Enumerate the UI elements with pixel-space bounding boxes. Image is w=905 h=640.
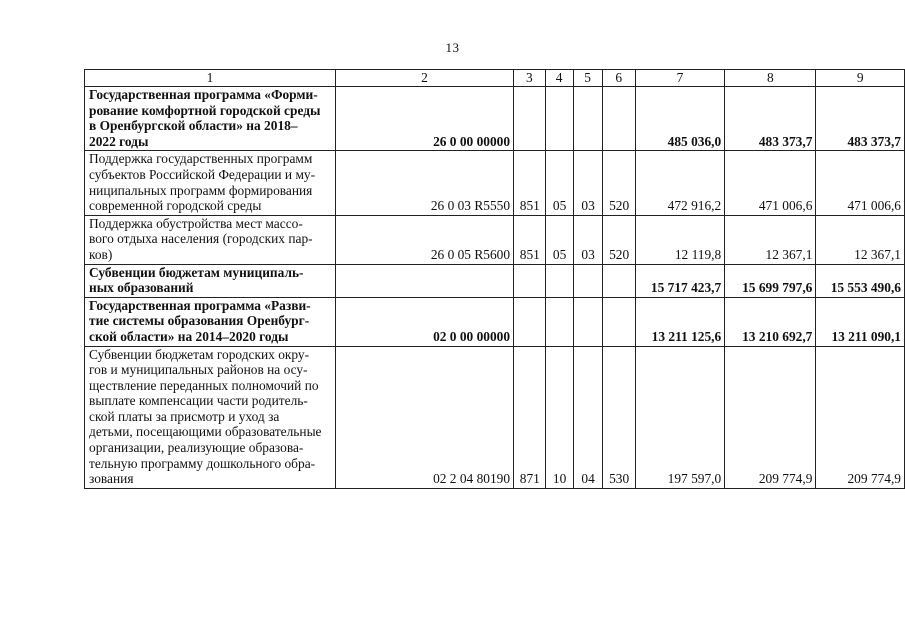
row-name-line: зования xyxy=(89,471,134,487)
row-name-line: ществление переданных полномочий по xyxy=(89,377,319,393)
ministry-code-cell: 851 xyxy=(514,215,546,264)
amount-2020-cell: 12 367,1 xyxy=(816,215,905,264)
code-cell: 26 0 05 R5600 xyxy=(335,215,513,264)
ministry-code-cell xyxy=(514,87,546,151)
amount-2020-cell: 13 211 090,1 xyxy=(816,297,905,346)
ministry-code-cell: 871 xyxy=(514,346,546,488)
row-name-line: Субвенции бюджетам городских окру- xyxy=(89,346,310,362)
row-name-line: Субвенции бюджетам муниципаль- xyxy=(89,264,304,280)
row-name-line: вого отдыха населения (городских пар- xyxy=(89,231,313,247)
expense-type-cell: 520 xyxy=(602,151,635,215)
amount-2020-cell: 209 774,9 xyxy=(816,346,905,488)
row-name-line: тельную программу дошкольного обра- xyxy=(89,455,316,471)
section-code-cell: 05 xyxy=(545,215,573,264)
code-cell: 02 0 00 00000 xyxy=(335,297,513,346)
expense-type-cell: 530 xyxy=(602,346,635,488)
amount-2018-cell: 485 036,0 xyxy=(635,87,724,151)
ministry-code-cell xyxy=(514,297,546,346)
amount-2019-cell: 15 699 797,6 xyxy=(725,264,816,297)
row-name-line: организации, реализующие образова- xyxy=(89,440,304,456)
column-header: 3 xyxy=(514,70,546,87)
column-header: 7 xyxy=(635,70,724,87)
row-name-line: 2022 годы xyxy=(89,133,149,149)
subsection-code-cell: 03 xyxy=(573,215,602,264)
row-name-line: ской платы за присмотр и уход за xyxy=(89,408,280,424)
table-row xyxy=(85,87,905,151)
amount-2018-cell: 13 211 125,6 xyxy=(635,297,724,346)
section-code-cell: 10 xyxy=(545,346,573,488)
ministry-code-cell xyxy=(514,264,546,297)
row-name-line: гов и муниципальных районов на осу- xyxy=(89,362,308,378)
row-name-line: рование комфортной городской среды xyxy=(89,102,321,118)
row-name-line: ской области» на 2014–2020 годы xyxy=(89,328,289,344)
column-header: 4 xyxy=(545,70,573,87)
row-name-line: Государственная программа «Форми- xyxy=(89,87,318,102)
page-number: 13 xyxy=(445,40,460,55)
amount-2019-cell: 12 367,1 xyxy=(725,215,816,264)
amount-2019-cell: 483 373,7 xyxy=(725,87,816,151)
expense-type-cell xyxy=(602,297,635,346)
subsection-code-cell: 04 xyxy=(573,346,602,488)
row-name-cell xyxy=(85,151,336,215)
subsection-code-cell: 03 xyxy=(573,151,602,215)
section-code-cell xyxy=(545,264,573,297)
expense-type-cell xyxy=(602,87,635,151)
subsection-code-cell xyxy=(573,297,602,346)
row-name-cell xyxy=(85,87,336,151)
amount-2020-cell: 471 006,6 xyxy=(816,151,905,215)
amount-2019-cell: 209 774,9 xyxy=(725,346,816,488)
section-code-cell xyxy=(545,297,573,346)
column-header: 6 xyxy=(602,70,635,87)
row-name-line: Поддержка государственных программ xyxy=(89,151,313,167)
table-row xyxy=(85,151,905,215)
row-name-line: выплате компенсации части родитель- xyxy=(89,393,308,409)
row-name-line: тие системы образования Оренбург- xyxy=(89,313,310,329)
row-name-cell xyxy=(85,215,336,264)
amount-2018-cell: 472 916,2 xyxy=(635,151,724,215)
row-name-line: ков) xyxy=(89,246,113,262)
row-name-line: Поддержка обустройства мест массо- xyxy=(89,215,303,231)
subsection-code-cell xyxy=(573,264,602,297)
expense-type-cell: 520 xyxy=(602,215,635,264)
expense-type-cell xyxy=(602,264,635,297)
row-name-line: субъектов Российской Федерации и му- xyxy=(89,166,316,182)
table-row xyxy=(85,264,905,297)
code-cell xyxy=(335,264,513,297)
row-name-line: современной городской среды xyxy=(89,198,262,214)
budget-table xyxy=(84,69,905,489)
amount-2019-cell: 13 210 692,7 xyxy=(725,297,816,346)
column-header: 1 xyxy=(85,70,336,87)
row-name-cell xyxy=(85,346,336,488)
column-header: 8 xyxy=(725,70,816,87)
table-row xyxy=(85,346,905,488)
row-name-line: в Оренбургской области» на 2018– xyxy=(89,118,298,134)
row-name-line: Государственная программа «Разви- xyxy=(89,297,311,313)
table-header-row xyxy=(85,70,905,87)
amount-2019-cell: 471 006,6 xyxy=(725,151,816,215)
amount-2020-cell: 15 553 490,6 xyxy=(816,264,905,297)
row-name-line: ниципальных программ формирования xyxy=(89,182,313,198)
amount-2018-cell: 15 717 423,7 xyxy=(635,264,724,297)
section-code-cell xyxy=(545,87,573,151)
code-cell: 26 0 00 00000 xyxy=(335,87,513,151)
column-header: 2 xyxy=(335,70,513,87)
row-name-cell xyxy=(85,297,336,346)
amount-2018-cell: 197 597,0 xyxy=(635,346,724,488)
subsection-code-cell xyxy=(573,87,602,151)
ministry-code-cell: 851 xyxy=(514,151,546,215)
row-name-line: ных образований xyxy=(89,280,194,296)
row-name-line: детьми, посещающими образовательные xyxy=(89,424,322,440)
row-name-cell xyxy=(85,264,336,297)
table-row xyxy=(85,297,905,346)
table-row xyxy=(85,215,905,264)
section-code-cell: 05 xyxy=(545,151,573,215)
code-cell: 26 0 03 R5550 xyxy=(335,151,513,215)
column-header: 5 xyxy=(573,70,602,87)
column-header: 9 xyxy=(816,70,905,87)
code-cell: 02 2 04 80190 xyxy=(335,346,513,488)
amount-2018-cell: 12 119,8 xyxy=(635,215,724,264)
amount-2020-cell: 483 373,7 xyxy=(816,87,905,151)
